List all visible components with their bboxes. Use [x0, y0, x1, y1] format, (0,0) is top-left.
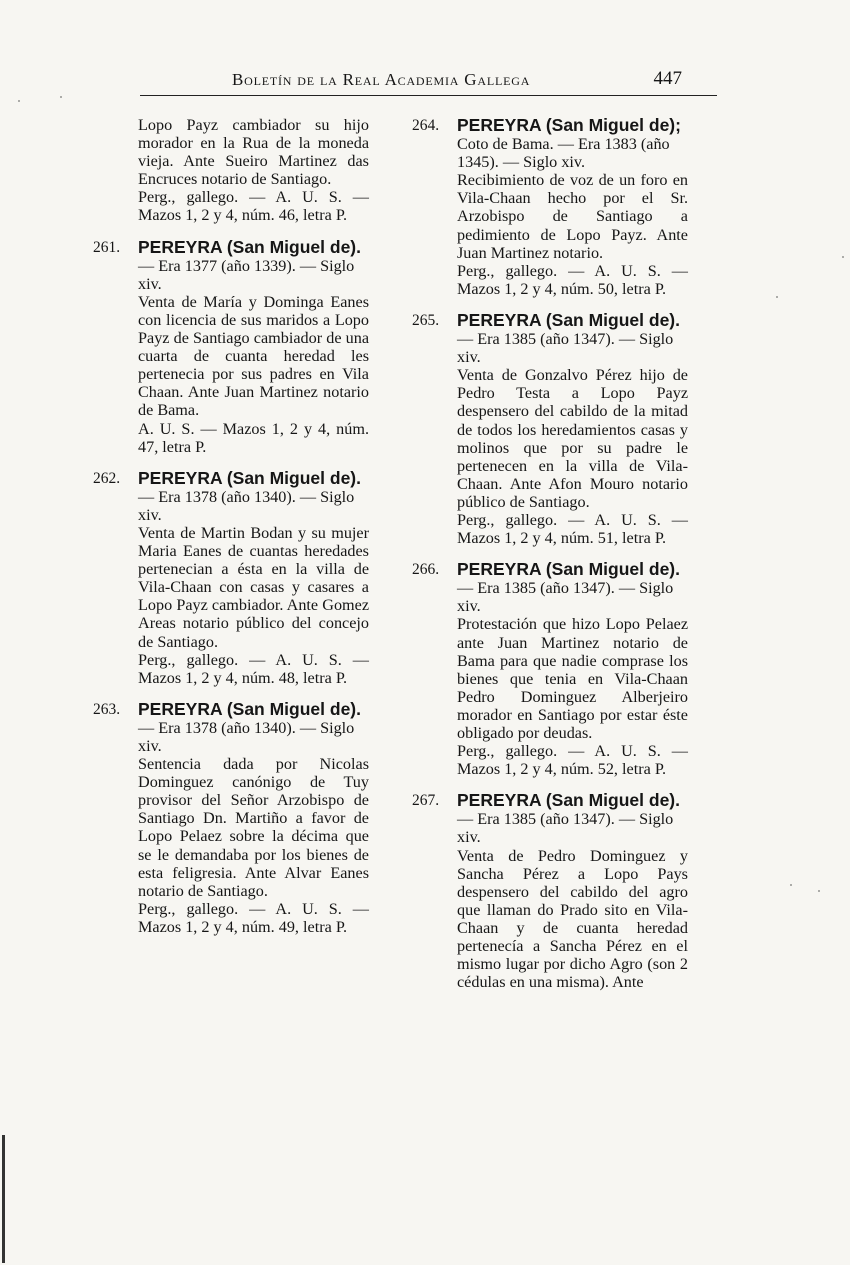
- scan-speck: [18, 100, 20, 102]
- entry-reference: Perg., gallego. — A. U. S. — Mazos 1, 2 y 4, núm. 50, letra P.: [457, 261, 688, 298]
- entry-number: 263.: [93, 700, 121, 718]
- entry-number: 264.: [412, 117, 440, 134]
- entry-text: Sentencia dada por Nicolas Dominguez canónigo de Tuy provisor del Señor Arzobispo de Santiago Dn. Martiño a favor de Lopo Pelaez sobre la décima que se le demandaba por los bienes de esta feligresia. Ante Alvar Eanes notario de Santiago.: [138, 755, 369, 900]
- entry-date: — Era 1378 (año 1340). — Siglo xiv.: [138, 487, 355, 524]
- entry-text: Recibimiento de voz de un foro en Vila-Chaan hecho por el Sr. Arzobispo de Santiago a pedimiento de Lopo Payz. Ante Juan Martinez notario.: [457, 171, 688, 262]
- entry-number: 265.: [412, 311, 440, 329]
- entry-date: Coto de Bama. — Era 1383 (año 1345). — Siglo xiv.: [457, 135, 670, 172]
- entry-number: 261.: [93, 238, 121, 256]
- page-number: 447: [653, 68, 682, 89]
- scan-speck: [790, 884, 792, 886]
- continued-entry: [93, 116, 369, 225]
- entry-reference: Perg., gallego. — A. U. S. — Mazos 1, 2 y 4, núm. 48, letra P.: [138, 650, 369, 687]
- entry-reference: Perg., gallego. — A. U. S. — Mazos 1, 2 y 4, núm. 52, letra P.: [457, 742, 688, 779]
- entry-text: Venta de Martin Bodan y su mujer Maria Eanes de cuantas heredades pertenecian a ésta en la villa de Vila-Chaan con casas y casares a Lopo Payz cambiador. Ante Gomez Areas notario público del concejo de Santiago.: [138, 523, 369, 651]
- entry-number: 267.: [412, 792, 440, 810]
- catalog-entry: [93, 238, 369, 456]
- catalog-entry: [412, 311, 688, 547]
- entry-date: — Era 1385 (año 1347). — Siglo xiv.: [457, 579, 674, 616]
- entry-text: Venta de María y Dominga Eanes con licencia de sus maridos a Lopo Payz de Santiago cambiador de una cuarta de cuanta heredad les pertenecia por sus padres en Vila Chaan. Ante Juan Martinez notario de Bama.: [138, 292, 369, 420]
- running-title: Boletín de la Real Academia Gallega: [232, 70, 531, 89]
- entry-heading: PEREYRA (San Miguel de).: [457, 309, 680, 330]
- right-column: [412, 116, 688, 1004]
- entry-heading: PEREYRA (San Miguel de);: [457, 115, 681, 135]
- catalog-entry: [412, 791, 688, 991]
- entry-number: 266.: [412, 561, 440, 579]
- entry-date: — Era 1377 (año 1339). — Siglo xiv.: [138, 256, 355, 293]
- scan-speck: [842, 256, 844, 258]
- catalog-entry: [412, 560, 688, 778]
- entry-date: — Era 1385 (año 1347). — Siglo xiv.: [457, 330, 674, 367]
- scan-speck: [776, 296, 778, 298]
- entry-heading: PEREYRA (San Miguel de).: [457, 790, 680, 811]
- scan-speck: [60, 96, 62, 98]
- entry-date: — Era 1378 (año 1340). — Siglo xiv.: [138, 718, 355, 755]
- left-column: [93, 116, 369, 949]
- entry-date: — Era 1385 (año 1347). — Siglo xiv.: [457, 810, 674, 847]
- entry-reference: Perg., gallego. — A. U. S. — Mazos 1, 2 y 4, núm. 51, letra P.: [457, 510, 688, 548]
- entry-text: Lopo Payz cambiador su hijo morador en la Rua de la moneda vieja. Ante Sueiro Martinez das Encruces notario de Santiago.: [138, 116, 369, 189]
- entry-heading: PEREYRA (San Miguel de).: [457, 559, 680, 580]
- running-header: [136, 68, 716, 94]
- entry-number: 262.: [93, 469, 121, 487]
- catalog-entry: [412, 116, 688, 298]
- entry-text: Venta de Gonzalvo Pérez hijo de Pedro Testa a Lopo Payz despensero del cabildo de la mitad de todos los heredamientos casas y molinos que por su padre le pertenecen en la villa de Vila-Chaan. Ante Afon Mouro notario público de Santiago.: [457, 366, 688, 511]
- catalog-entry: [93, 469, 369, 687]
- scan-speck: [818, 890, 820, 892]
- entry-heading: PEREYRA (San Miguel de).: [138, 698, 361, 719]
- entry-reference: A. U. S. — Mazos 1, 2 y 4, núm. 47, letra P.: [138, 419, 369, 456]
- entry-heading: PEREYRA (San Miguel de).: [138, 467, 361, 488]
- entry-reference: Perg., gallego. — A. U. S. — Mazos 1, 2 y 4, núm. 49, letra P.: [138, 899, 369, 936]
- header-rule: [140, 95, 717, 96]
- entry-text: Protestación que hizo Lopo Pelaez ante Juan Martinez notario de Bama para que nadie comprase los bienes que tenia en Vila-Chaan Pedro Dominguez Alberjeiro morador en Santiago por estar éste obligado por deudas.: [457, 615, 688, 742]
- entry-text: Venta de Pedro Dominguez y Sancha Pérez a Lopo Pays despensero del cabildo del agro que llaman do Prado sito en Vila-Chaan y de cuanta heredad pertenecía a Sancha Pérez en el mismo lugar por dicho Agro (son 2 cédulas en una misma). Ante: [457, 846, 688, 992]
- catalog-entry: [93, 700, 369, 936]
- entry-reference: Perg., gallego. — A. U. S. — Mazos 1, 2 y 4, núm. 46, letra P.: [138, 188, 369, 225]
- scan-edge-mark: [2, 1135, 5, 1263]
- entry-heading: PEREYRA (San Miguel de).: [138, 236, 361, 257]
